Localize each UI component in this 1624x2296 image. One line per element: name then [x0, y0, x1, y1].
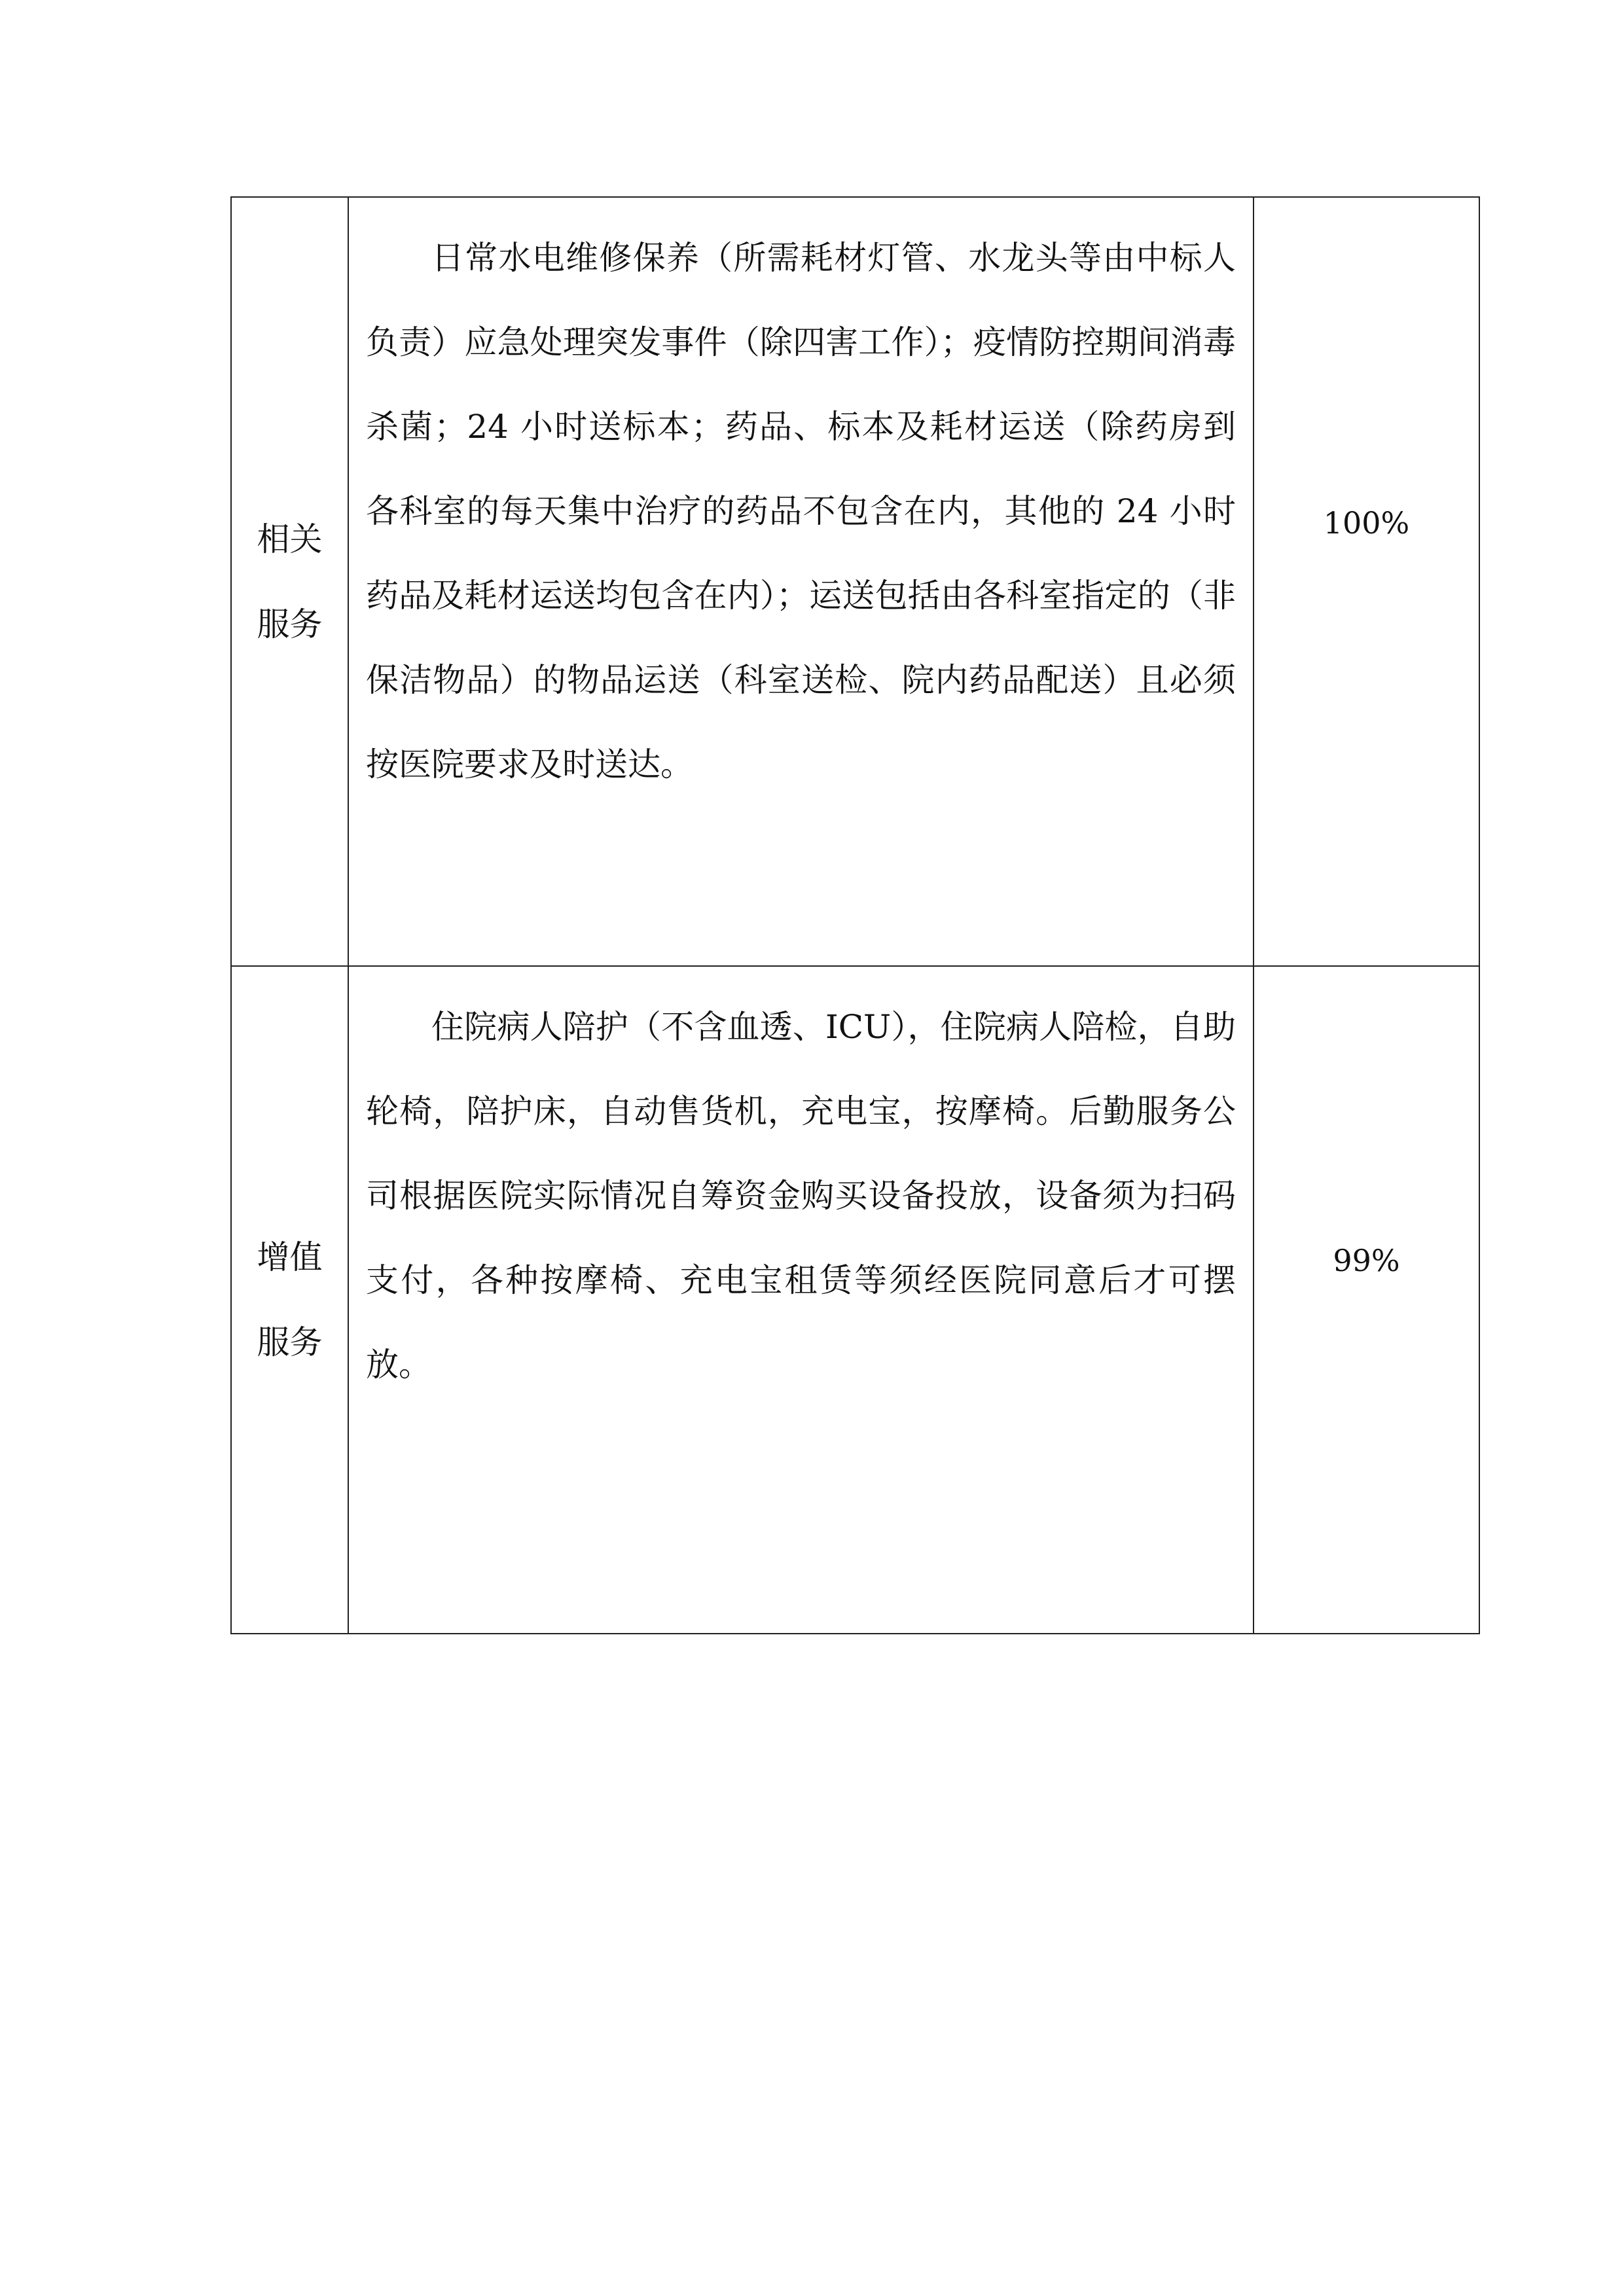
rate-cell [1254, 197, 1479, 966]
category-label-line1: 相关 [257, 520, 323, 558]
description-cell [348, 966, 1254, 1634]
table-row [231, 197, 1479, 966]
category-label-line2: 服务 [257, 605, 323, 643]
service-table [230, 196, 1480, 1634]
rate-cell [1254, 966, 1479, 1634]
table-row [231, 966, 1479, 1634]
service-description: 日常水电维修保养（所需耗材灯管、水龙头等由中标人负责）应急处理突发事件（除四害工作）；疫情防控期间消毒杀菌；24 小时送标本；药品、标本及耗材运送（除药房到各科室的每天集中治疗的药品不包含在内，其他的 24 小时药品及耗材运送均包含在内）；运送包括由各科室指定的（非保洁物品）的物品运送（科室送检、院内药品配送）且必须按医院要求及时送达。 [366, 239, 1236, 783]
category-label-line2: 服务 [257, 1323, 323, 1361]
service-description: 住院病人陪护（不含血透、ICU），住院病人陪检，自助轮椅，陪护床，自动售货机，充电宝，按摩椅。后勤服务公司根据医院实际情况自筹资金购买设备投放，设备须为扫码支付，各种按摩椅、充电宝租赁等须经医院同意后才可摆放。 [366, 1008, 1236, 1384]
category-cell [231, 966, 348, 1634]
category-label-line1: 增值 [257, 1238, 323, 1276]
rate-value: 99% [1333, 1243, 1400, 1278]
description-cell [348, 197, 1254, 966]
category-cell [231, 197, 348, 966]
rate-value: 100% [1323, 505, 1410, 541]
